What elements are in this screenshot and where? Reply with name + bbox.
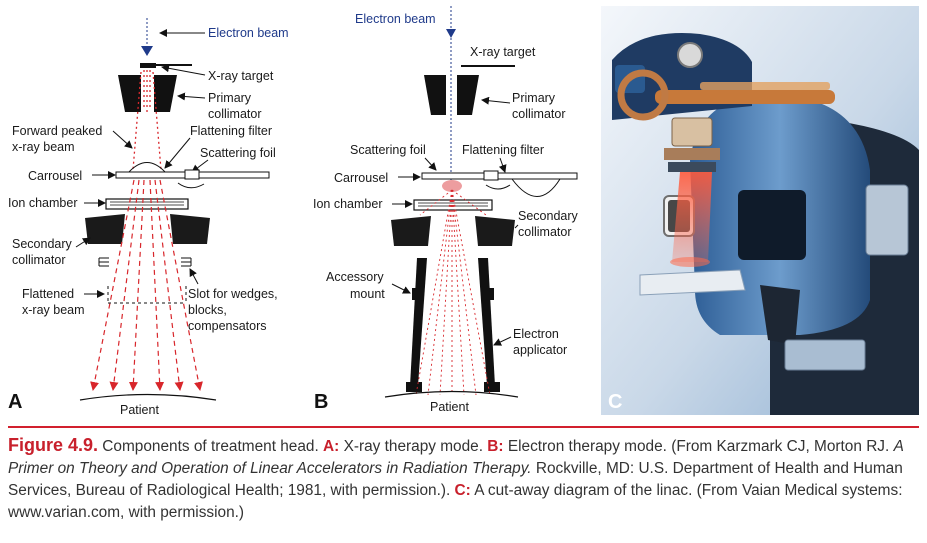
primary-collimator-left-a <box>118 75 141 112</box>
flattening-filter-cone-a <box>128 163 166 174</box>
label-accessory-b1: Accessory <box>326 270 384 284</box>
caption-b-text2: Rockville, MD: U.S. Department of Health and Human Services, Bureau of Radiological Health; 1981, with permission.). <box>8 460 903 499</box>
label-carrousel-b: Carrousel <box>334 171 389 185</box>
carrousel-foil-a <box>185 170 199 179</box>
flattening-filter-pointer-b <box>500 158 505 172</box>
slot-pointer-a <box>190 269 198 284</box>
label-accessory-b2: mount <box>350 287 385 301</box>
label-primary-collimator-a1: Primary <box>208 91 252 105</box>
label-electron-beam-b: Electron beam <box>355 12 436 26</box>
patient-surface-a <box>80 395 216 401</box>
xray-target-a <box>140 63 156 68</box>
caption-a-label: A: <box>323 438 340 455</box>
accessory-pointer-b <box>392 284 410 293</box>
label-patient-b: Patient <box>430 400 469 414</box>
primary-collimator-left-b <box>424 75 446 115</box>
label-flattening-filter-b: Flattening filter <box>462 143 544 157</box>
label-primary-collimator-b1: Primary <box>512 91 556 105</box>
label-primary-collimator-b2: collimator <box>512 107 566 121</box>
caption-c-label: C: <box>454 482 471 499</box>
label-ion-chamber-b: Ion chamber <box>313 197 383 211</box>
linac-base-block <box>785 340 865 370</box>
panel-c <box>601 6 919 415</box>
caption-a-text: X-ray therapy mode. <box>339 438 488 455</box>
patient-surface-b <box>385 392 518 398</box>
carrousel-plate-b <box>422 173 577 179</box>
xray-target-pointer-a <box>162 67 205 75</box>
caption-b-label: B: <box>487 438 504 455</box>
carrousel-rotate-arrow-a <box>178 183 204 188</box>
label-electron-beam-a: Electron beam <box>208 26 289 40</box>
primary-collimator-pointer-b <box>482 100 510 103</box>
caption-intro: Components of treatment head. <box>98 438 324 455</box>
caption-book-title: A Primer on Theory and Operation of Linear Accelerators in Radiation Therapy. <box>8 438 904 477</box>
flattening-filter-pointer-a <box>165 138 190 168</box>
label-ion-chamber-a: Ion chamber <box>8 196 78 210</box>
label-xray-target-b: X-ray target <box>470 45 536 59</box>
linac-waveguide <box>655 90 835 104</box>
figure-caption <box>8 434 920 524</box>
linac-pump <box>678 43 702 67</box>
caption-rule <box>8 426 919 428</box>
secondary-collimator-right-a <box>170 214 210 244</box>
electron-app-pointer-b <box>494 337 511 345</box>
secondary-collimator-left-a <box>85 214 125 244</box>
panel-letter-b: B <box>314 391 329 413</box>
label-primary-collimator-a2: collimator <box>208 107 262 121</box>
label-forward-peaked-a1: Forward peaked <box>12 124 103 138</box>
label-carrousel-a: Carrousel <box>28 169 83 183</box>
panel-letter-c: C <box>608 391 623 413</box>
label-secondary-collimator-b2: collimator <box>518 225 572 239</box>
secondary-collimator-right-b <box>475 216 515 246</box>
label-xray-target-a: X-ray target <box>208 69 274 83</box>
linac-carrousel <box>664 148 720 160</box>
label-flattened-a2: x-ray beam <box>22 303 85 317</box>
caption-c-text: A cut-away diagram of the linac. (From Vaian Medical systems: www.varian.com, with permission.) <box>8 482 903 521</box>
panel-b <box>313 6 579 414</box>
slot-marks-a <box>99 258 191 266</box>
ion-chamber-a <box>106 199 188 209</box>
carrousel-rotate-arrow-b <box>486 185 510 189</box>
flattened-beam-outline <box>108 286 186 303</box>
label-slot-a3: compensators <box>188 319 267 333</box>
label-secondary-collimator-b1: Secondary <box>518 209 578 223</box>
label-secondary-collimator-a1: Secondary <box>12 237 72 251</box>
label-slot-a1: Slot for wedges, <box>188 287 278 301</box>
flattening-filter-cone-b <box>512 179 560 197</box>
label-flattening-filter-a: Flattening filter <box>190 124 272 138</box>
xray-beam-rays-a <box>93 180 200 390</box>
secondary-collimator-left-b <box>391 216 431 246</box>
panel-a <box>8 18 289 417</box>
linac-primary-block <box>672 118 712 146</box>
label-secondary-collimator-a2: collimator <box>12 253 66 267</box>
primary-collimator-right-a <box>154 75 177 112</box>
linac-side-panel <box>866 185 908 255</box>
panel-letter-a: A <box>8 391 23 413</box>
label-flattened-a1: Flattened <box>22 287 75 301</box>
label-electron-app-b2: applicator <box>513 343 568 357</box>
label-scattering-foil-b: Scattering foil <box>350 143 426 157</box>
electron-beam-arrowhead-b <box>446 29 456 38</box>
scattering-foil-pointer-b <box>425 158 436 170</box>
primary-collimator-right-b <box>457 75 479 115</box>
primary-collimator-pointer-a <box>178 96 205 98</box>
label-electron-app-b1: Electron <box>513 327 559 341</box>
forward-peaked-pointer <box>113 131 132 148</box>
linac-couch <box>640 270 745 295</box>
caption-b-text: Electron therapy mode. (From Karzmark CJ, Morton RJ. <box>503 438 894 455</box>
linac-gantry-window <box>738 190 806 260</box>
linac-ion-chamber <box>668 162 716 172</box>
label-slot-a2: blocks, <box>188 303 227 317</box>
label-scattering-foil-a: Scattering foil <box>200 146 276 160</box>
carrousel-foil-b <box>484 171 498 180</box>
label-forward-peaked-a2: x-ray beam <box>12 140 75 154</box>
caption-figure-label: Figure 4.9. <box>8 435 99 455</box>
electron-beam-arrowhead <box>141 46 153 56</box>
label-patient-a: Patient <box>120 403 159 417</box>
